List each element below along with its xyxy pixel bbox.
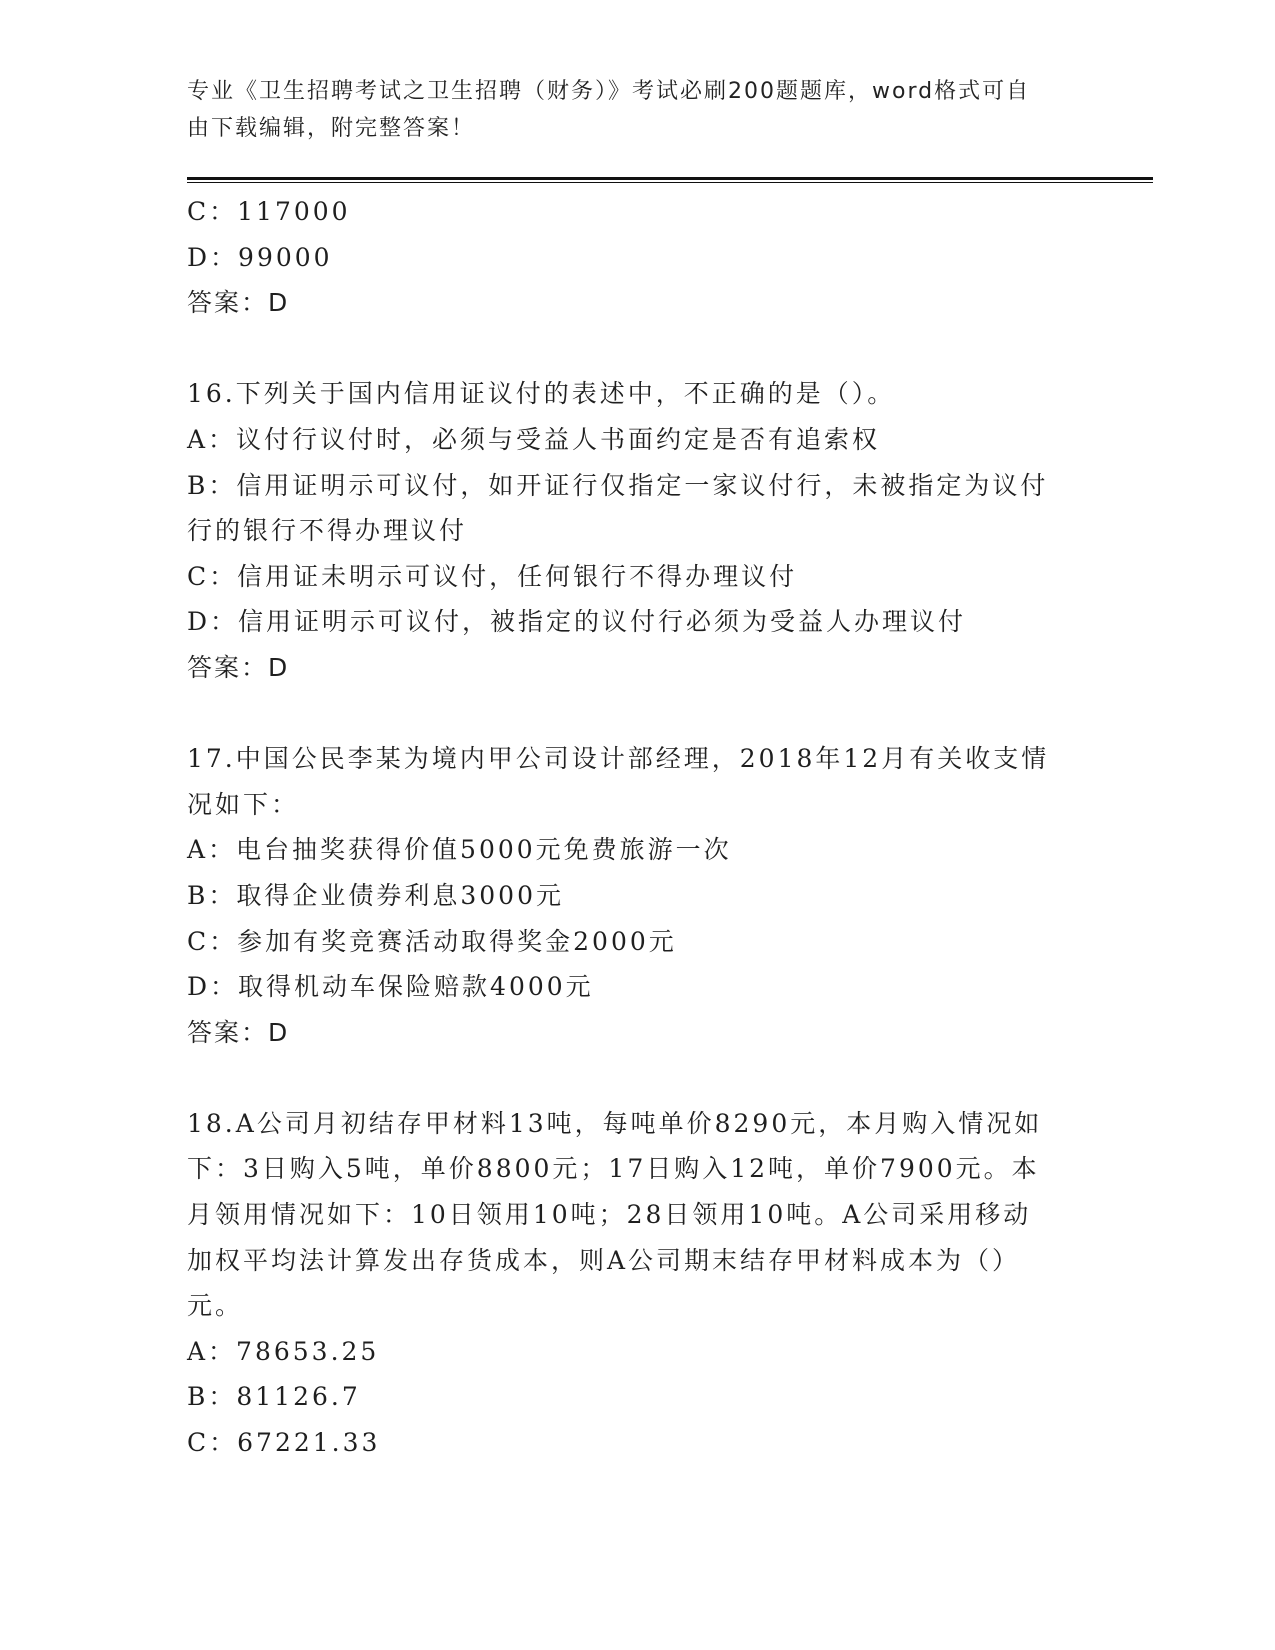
q16-answer: 答案：D (187, 652, 290, 682)
q16-option-d: D：信用证明示可议付，被指定的议付行必须为受益人办理议付 (187, 607, 967, 637)
question-15-tail (187, 189, 1087, 326)
header-line-2: 由下载编辑，附完整答案！ (187, 116, 476, 141)
q18-option-b: B：81126.7 (187, 1382, 361, 1412)
q17-option-c: C：参加有奖竞赛活动取得奖金2000元 (187, 926, 677, 956)
q18-stem-line-2: 下：3日购入5吨，单价8800元；17日购入12吨，单价7900元。本 (187, 1154, 1040, 1184)
q16-option-b-line-2: 行的银行不得办理议付 (187, 516, 468, 546)
q18-stem-line-4: 加权平均法计算发出存货成本，则A公司期末结存甲材料成本为（） (187, 1245, 1021, 1275)
header-divider-thick (187, 177, 1153, 180)
q18-stem-line-5: 元。 (187, 1291, 244, 1321)
question-17 (187, 736, 1087, 1055)
q17-option-b: B：取得企业债券利息3000元 (187, 880, 564, 910)
q18-stem-line-1: 18.A公司月初结存甲材料13吨，每吨单价8290元，本月购入情况如 (187, 1108, 1043, 1138)
q17-stem-line-1: 17.中国公民李某为境内甲公司设计部经理，2018年12月有关收支情 (187, 744, 1050, 774)
question-gap (187, 1055, 1087, 1101)
document-header (187, 73, 1067, 147)
q16-option-c: C：信用证未明示可议付，任何银行不得办理议付 (187, 561, 798, 591)
question-list (187, 189, 1087, 1466)
q17-option-a: A：电台抽奖获得价值5000元免费旅游一次 (187, 835, 732, 865)
question-16 (187, 371, 1087, 690)
q15-answer: 答案：D (187, 288, 290, 318)
q16-stem: 16.下列关于国内信用证议付的表述中，不正确的是（）。 (187, 379, 896, 409)
q17-stem-line-2: 况如下： (187, 789, 300, 819)
q15-option-d: D：99000 (187, 242, 333, 272)
q18-stem-line-3: 月领用情况如下：10日领用10吨；28日领用10吨。A公司采用移动 (187, 1200, 1032, 1230)
q15-option-c: C：117000 (187, 197, 351, 226)
header-divider-thin (187, 182, 1153, 183)
question-gap (187, 326, 1087, 372)
q16-option-a: A：议付行议付时，必须与受益人书面约定是否有追索权 (187, 424, 881, 454)
q17-option-d: D：取得机动车保险赔款4000元 (187, 972, 594, 1002)
question-18 (187, 1101, 1087, 1466)
q16-option-b-line-1: B：信用证明示可议付，如开证行仅指定一家议付行，未被指定为议付 (187, 470, 1049, 500)
question-gap (187, 691, 1087, 737)
q17-answer: 答案：D (187, 1017, 290, 1047)
q18-option-c: C：67221.33 (187, 1428, 381, 1458)
q18-option-a: A：78653.25 (187, 1336, 380, 1366)
header-line-1: 专业《卫生招聘考试之卫生招聘（财务）》考试必刷200题题库，word格式可自 (187, 79, 1031, 104)
